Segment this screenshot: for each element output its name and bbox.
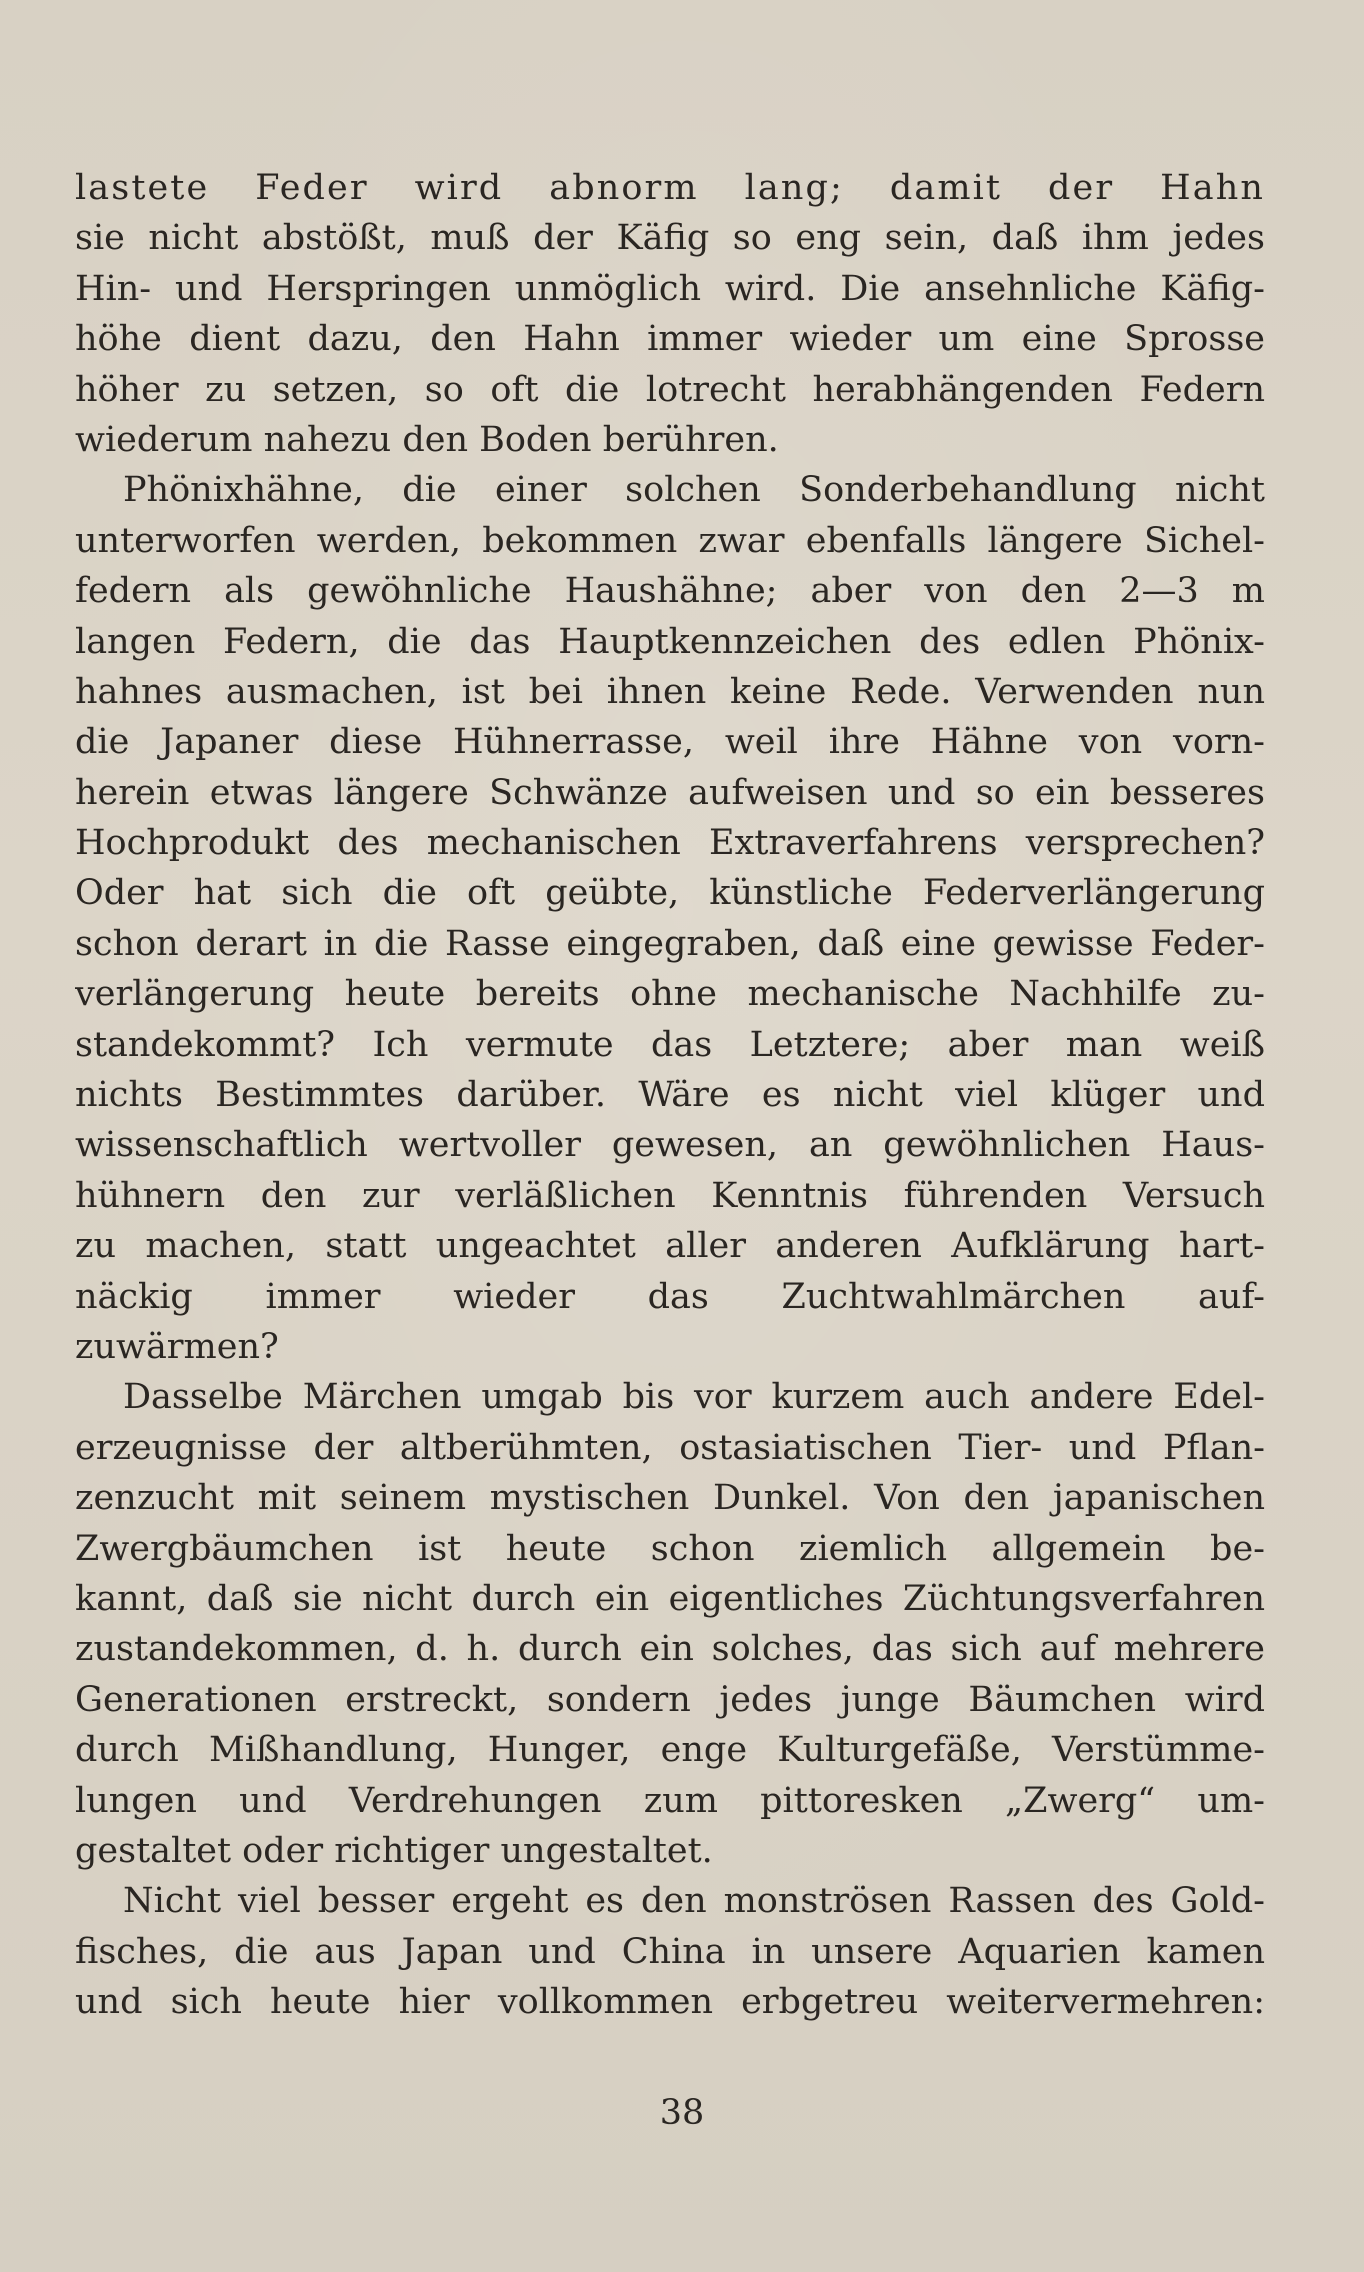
text-line: Hochprodukt des mechanischen Extraverfahrens versprechen? — [75, 823, 1265, 864]
text-line: durch Mißhandlung, Hunger, enge Kulturgefäße, Verstümme- — [75, 1730, 1265, 1771]
text-line: herein etwas längere Schwänze aufweisen und so ein besseres — [75, 772, 1265, 813]
text-line: näckig immer wieder das Zuchtwahlmärchen auf- — [75, 1276, 1265, 1317]
text-line: nichts Bestimmtes darüber. Wäre es nicht viel klüger und — [75, 1075, 1265, 1116]
text-line: langen Federn, die das Hauptkennzeichen des edlen Phönix- — [75, 621, 1265, 662]
paragraph — [75, 1372, 1265, 1876]
text-line: höher zu setzen, so oft die lotrecht herabhängenden Federn — [75, 369, 1265, 410]
text-line: die Japaner diese Hühnerrasse, weil ihre Hähne von vorn- — [75, 722, 1265, 763]
body-text — [75, 163, 1265, 2027]
text-line: Dasselbe Märchen umgab bis vor kurzem auch andere Edel- — [123, 1377, 1265, 1418]
text-line: fisches, die aus Japan und China in unsere Aquarien kamen — [75, 1931, 1265, 1972]
text-line: zuwärmen? — [75, 1326, 279, 1367]
text-line: schon derart in die Rasse eingegraben, daß eine gewisse Feder- — [75, 923, 1265, 964]
text-line: lungen und Verdrehungen zum pittoresken „Zwerg“ um- — [75, 1780, 1265, 1821]
text-line: wiederum nahezu den Boden berühren. — [75, 419, 779, 460]
text-line: sie nicht abstößt, muß der Käfig so eng sein, daß ihm jedes — [75, 218, 1265, 259]
text-line: Generationen erstreckt, sondern jedes junge Bäumchen wird — [75, 1679, 1265, 1720]
text-line: wissenschaftlich wertvoller gewesen, an gewöhnlichen Haus- — [75, 1125, 1265, 1166]
text-line: gestaltet oder richtiger ungestaltet. — [75, 1830, 713, 1871]
paragraph — [75, 1876, 1265, 2027]
page-number: 38 — [659, 2093, 705, 2133]
paragraph — [75, 163, 1265, 465]
text-line: Phönixhähne, die einer solchen Sonderbehandlung nicht — [123, 470, 1265, 511]
text-line: Oder hat sich die oft geübte, künstliche Federverlängerung — [75, 873, 1265, 914]
text-line: Hin- und Herspringen unmöglich wird. Die ansehnliche Käfig- — [75, 268, 1265, 309]
text-line: federn als gewöhnliche Haushähne; aber von den 2—3 m — [75, 571, 1265, 612]
text-line: höhe dient dazu, den Hahn immer wieder um eine Sprosse — [75, 319, 1265, 360]
text-line: zustandekommen, d. h. durch ein solches, das sich auf mehrere — [75, 1629, 1265, 1670]
text-line: Nicht viel besser ergeht es den monströsen Rassen des Gold- — [123, 1881, 1265, 1922]
text-line: und sich heute hier vollkommen erbgetreu weitervermehren: — [75, 1982, 1265, 2023]
text-line: hühnern den zur verläßlichen Kenntnis führenden Versuch — [75, 1175, 1265, 1216]
text-line: zu machen, statt ungeachtet aller anderen Aufklärung hart- — [75, 1226, 1265, 1267]
text-line: standekommt? Ich vermute das Letztere; aber man weiß — [75, 1024, 1265, 1065]
text-line: verlängerung heute bereits ohne mechanische Nachhilfe zu- — [75, 974, 1265, 1015]
text-line: Zwergbäumchen ist heute schon ziemlich allgemein be- — [75, 1528, 1265, 1569]
paragraph — [75, 465, 1265, 1372]
text-line: kannt, daß sie nicht durch ein eigentliches Züchtungsverfahren — [75, 1578, 1265, 1619]
text-line: hahnes ausmachen, ist bei ihnen keine Rede. Verwenden nun — [75, 671, 1265, 712]
text-line: unterworfen werden, bekommen zwar ebenfalls längere Sichel- — [75, 520, 1265, 561]
text-line: lastete Feder wird abnorm lang; damit der Hahn — [75, 168, 1265, 208]
text-line: zenzucht mit seinem mystischen Dunkel. Von den japanischen — [75, 1478, 1265, 1519]
text-line: erzeugnisse der altberühmten, ostasiatischen Tier- und Pflan- — [75, 1427, 1265, 1468]
